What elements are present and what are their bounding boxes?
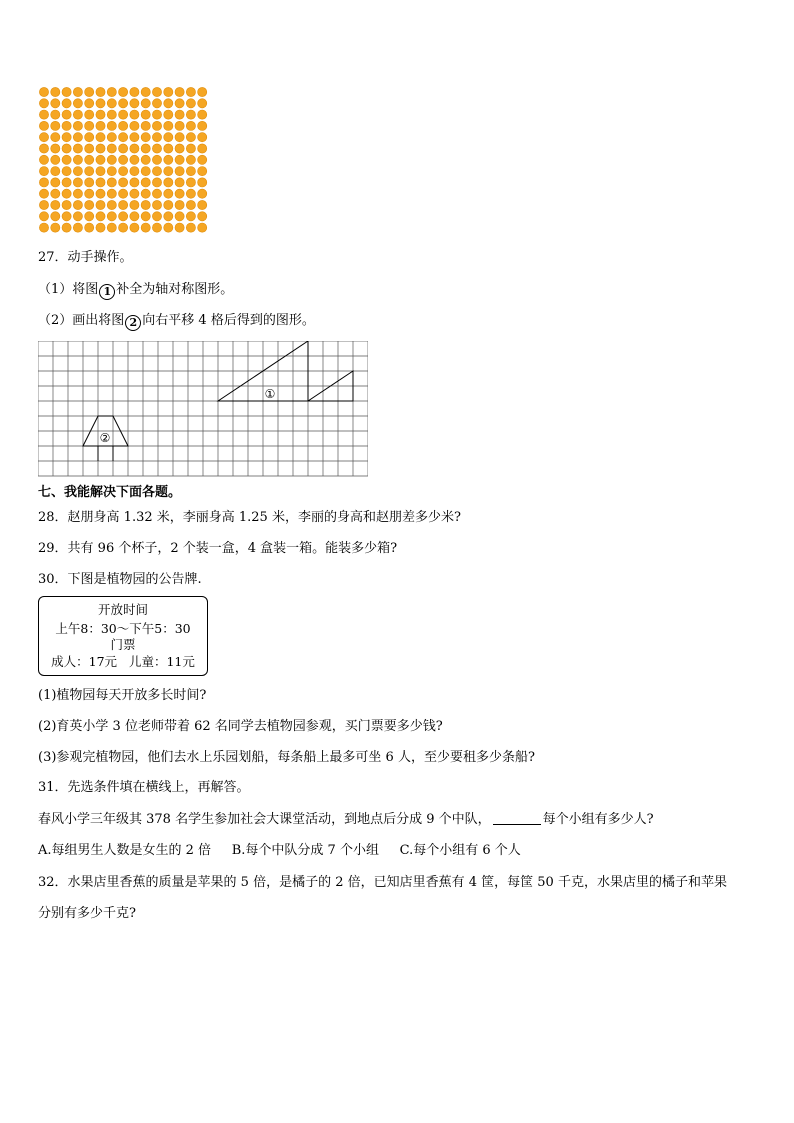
dot (130, 200, 139, 209)
dot (164, 87, 173, 96)
dot (141, 144, 150, 153)
dot (164, 167, 173, 176)
dot (130, 189, 139, 198)
dot (85, 189, 94, 198)
dot (96, 133, 105, 142)
dot (141, 155, 150, 164)
notice-prices: 成人：17元 儿童：11元 (51, 654, 195, 669)
figure-2-label: ② (99, 431, 111, 445)
dot (107, 167, 116, 176)
dot (175, 87, 184, 96)
dot (152, 189, 161, 198)
dot (51, 155, 60, 164)
dot (198, 121, 207, 130)
dot (175, 200, 184, 209)
dot (62, 99, 71, 108)
dot (73, 155, 82, 164)
dot (107, 212, 116, 221)
circled-2-icon: 2 (125, 315, 141, 331)
dot (130, 144, 139, 153)
q32-line-2: 分别有多少千克? (38, 906, 136, 921)
dot (164, 178, 173, 187)
dot (186, 110, 195, 119)
dot (85, 212, 94, 221)
dot (73, 223, 82, 232)
dot (175, 99, 184, 108)
dot (62, 212, 71, 221)
dot (175, 144, 184, 153)
dot (186, 189, 195, 198)
dot (107, 87, 116, 96)
dot (164, 189, 173, 198)
dot (130, 110, 139, 119)
figure-1-label: ① (264, 387, 276, 401)
dot (152, 99, 161, 108)
dot (198, 133, 207, 142)
grid-figure (38, 341, 368, 477)
dot (62, 223, 71, 232)
dot (39, 121, 48, 130)
dot (73, 99, 82, 108)
dot (39, 178, 48, 187)
dot (96, 223, 105, 232)
q27-sub1 (38, 282, 233, 300)
dot (141, 212, 150, 221)
dot (62, 189, 71, 198)
dot (119, 223, 128, 232)
dot (51, 110, 60, 119)
dot (62, 87, 71, 96)
circled-1-icon: 1 (99, 284, 115, 300)
dot (51, 178, 60, 187)
dot (51, 144, 60, 153)
dot (85, 99, 94, 108)
dot (62, 121, 71, 130)
dot (119, 189, 128, 198)
dot (198, 144, 207, 153)
dot (198, 110, 207, 119)
dot-array-figure (38, 86, 210, 234)
dot (164, 110, 173, 119)
dot (96, 144, 105, 153)
dot (62, 110, 71, 119)
q30-part-1: (1)植物园每天开放多长时间? (38, 688, 207, 703)
dot (186, 200, 195, 209)
dot (119, 99, 128, 108)
dot (51, 121, 60, 130)
dot (175, 110, 184, 119)
dot (73, 121, 82, 130)
notice-ticket-label: 门票 (110, 637, 136, 652)
dot (107, 110, 116, 119)
dot (107, 121, 116, 130)
section-7-heading: 七、我能解决下面各题。 (38, 485, 182, 500)
dot (96, 212, 105, 221)
dot (85, 144, 94, 153)
dot (107, 223, 116, 232)
q27-sub2 (38, 313, 315, 331)
dot (73, 87, 82, 96)
dot (130, 212, 139, 221)
dot (141, 178, 150, 187)
dot (186, 167, 195, 176)
dot (152, 155, 161, 164)
dot (130, 223, 139, 232)
dot (164, 144, 173, 153)
dot (62, 200, 71, 209)
dot (85, 155, 94, 164)
dot (186, 223, 195, 232)
dot (39, 110, 48, 119)
dot (152, 87, 161, 96)
dot (119, 212, 128, 221)
q30-title: 30．下图是植物园的公告牌. (38, 572, 202, 587)
q32-line-1: 32．水果店里香蕉的质量是苹果的 5 倍，是橘子的 2 倍，已知店里香蕉有 4 筐，每筐 50 千克，水果店里的橘子和苹果 (38, 875, 727, 890)
q30-part-3: (3)参观完植物园，他们去水上乐园划船，每条船上最多可坐 6 人，至少要租多少条船? (38, 750, 535, 765)
dot (62, 155, 71, 164)
dot (51, 189, 60, 198)
dot (186, 178, 195, 187)
dot (119, 200, 128, 209)
dot (198, 212, 207, 221)
dot (85, 121, 94, 130)
dot (107, 99, 116, 108)
dot (130, 121, 139, 130)
dot (39, 189, 48, 198)
dot (130, 155, 139, 164)
dot (152, 167, 161, 176)
dot (141, 167, 150, 176)
dot (107, 133, 116, 142)
dot (96, 110, 105, 119)
dot (152, 178, 161, 187)
dot (130, 99, 139, 108)
dot (73, 178, 82, 187)
dot (141, 200, 150, 209)
dot (152, 133, 161, 142)
dot (198, 189, 207, 198)
dot (198, 155, 207, 164)
dot (51, 133, 60, 142)
dot (73, 133, 82, 142)
dot (85, 223, 94, 232)
dot (96, 87, 105, 96)
dot (85, 110, 94, 119)
dot (119, 155, 128, 164)
dot (175, 121, 184, 130)
dot (39, 223, 48, 232)
q28-text: 28．赵朋身高 1.32 米，李丽身高 1.25 米，李丽的身高和赵朋差多少米? (38, 510, 461, 525)
dot (130, 167, 139, 176)
dot (62, 144, 71, 153)
q31-text-pre: 春风小学三年级其 378 名学生参加社会大课堂活动，到地点后分成 9 个中队， (38, 812, 491, 827)
dot (39, 167, 48, 176)
grid-lines (38, 341, 368, 476)
dot (175, 212, 184, 221)
dot (85, 178, 94, 187)
dot (141, 223, 150, 232)
dot (130, 178, 139, 187)
dot (51, 167, 60, 176)
dot (96, 99, 105, 108)
q27-sub2-post: 向右平移 4 格后得到的图形。 (142, 313, 315, 328)
dot (107, 178, 116, 187)
q31-text-post: 每个小组有多少人? (542, 812, 654, 827)
dot (73, 200, 82, 209)
dot (119, 133, 128, 142)
dot (85, 200, 94, 209)
dot (130, 133, 139, 142)
dot (39, 133, 48, 142)
dot (198, 223, 207, 232)
dot (119, 87, 128, 96)
dot (198, 99, 207, 108)
dot (198, 167, 207, 176)
dot (141, 99, 150, 108)
dot (85, 133, 94, 142)
dot (96, 189, 105, 198)
dot (73, 110, 82, 119)
dot (164, 212, 173, 221)
dot (51, 223, 60, 232)
dot (164, 99, 173, 108)
dot (175, 133, 184, 142)
dot (96, 167, 105, 176)
dot (73, 212, 82, 221)
dot (107, 189, 116, 198)
dot (130, 87, 139, 96)
dot (198, 200, 207, 209)
dot (152, 223, 161, 232)
notice-board (38, 596, 208, 676)
dot (175, 223, 184, 232)
q27-sub2-pre: （2）画出将图 (38, 313, 125, 328)
dot (73, 189, 82, 198)
q27-title: 27．动手操作。 (38, 250, 133, 265)
dot (152, 144, 161, 153)
dot (62, 178, 71, 187)
dot (175, 167, 184, 176)
dot (186, 155, 195, 164)
dot (39, 200, 48, 209)
dot (107, 155, 116, 164)
dot (51, 87, 60, 96)
dot (175, 189, 184, 198)
dot (51, 99, 60, 108)
dot (198, 87, 207, 96)
dot (152, 110, 161, 119)
dot (164, 121, 173, 130)
dot (119, 167, 128, 176)
dot (164, 155, 173, 164)
q31-text (38, 812, 654, 828)
dot (186, 133, 195, 142)
q27-sub1-pre: （1）将图 (38, 282, 99, 297)
q31-options: A.每组男生人数是女生的 2 倍 B.每个中队分成 7 个小组 C.每个小组有 6 个人 (38, 843, 521, 858)
dot (186, 144, 195, 153)
dot (39, 155, 48, 164)
dot (141, 87, 150, 96)
q29-text: 29．共有 96 个杯子，2 个装一盒，4 盒装一箱。能装多少箱? (38, 541, 398, 556)
dot (175, 178, 184, 187)
q31-title: 31．先选条件填在横线上，再解答。 (38, 780, 250, 795)
dot (62, 133, 71, 142)
dot (96, 200, 105, 209)
dot (141, 110, 150, 119)
dot (119, 178, 128, 187)
dot (51, 200, 60, 209)
dot (141, 121, 150, 130)
dot (152, 121, 161, 130)
dot (51, 212, 60, 221)
dot (119, 121, 128, 130)
notice-open-time: 上午8：30～下午5：30 (55, 621, 191, 636)
q30-part-2: (2)育英小学 3 位老师带着 62 名同学去植物园参观，买门票要多少钱? (38, 719, 443, 734)
dot (164, 200, 173, 209)
dot (119, 110, 128, 119)
dot (186, 121, 195, 130)
dot (141, 189, 150, 198)
dot (85, 167, 94, 176)
dot (39, 144, 48, 153)
answer-blank[interactable] (493, 812, 541, 825)
dot (39, 99, 48, 108)
dot (141, 133, 150, 142)
dot (96, 121, 105, 130)
dot (164, 223, 173, 232)
q27-sub1-post: 补全为轴对称图形。 (116, 282, 234, 297)
dot (119, 144, 128, 153)
dot (186, 99, 195, 108)
dot (62, 167, 71, 176)
dot (175, 155, 184, 164)
dot (152, 200, 161, 209)
dot (96, 155, 105, 164)
dot (198, 178, 207, 187)
dot (107, 144, 116, 153)
dot (107, 200, 116, 209)
dot (186, 212, 195, 221)
dot (164, 133, 173, 142)
dot (96, 178, 105, 187)
dot (152, 212, 161, 221)
dot (186, 87, 195, 96)
dot (73, 167, 82, 176)
dot (73, 144, 82, 153)
dot (39, 87, 48, 96)
dot (85, 87, 94, 96)
notice-open-label: 开放时间 (97, 602, 148, 617)
dot (39, 212, 48, 221)
